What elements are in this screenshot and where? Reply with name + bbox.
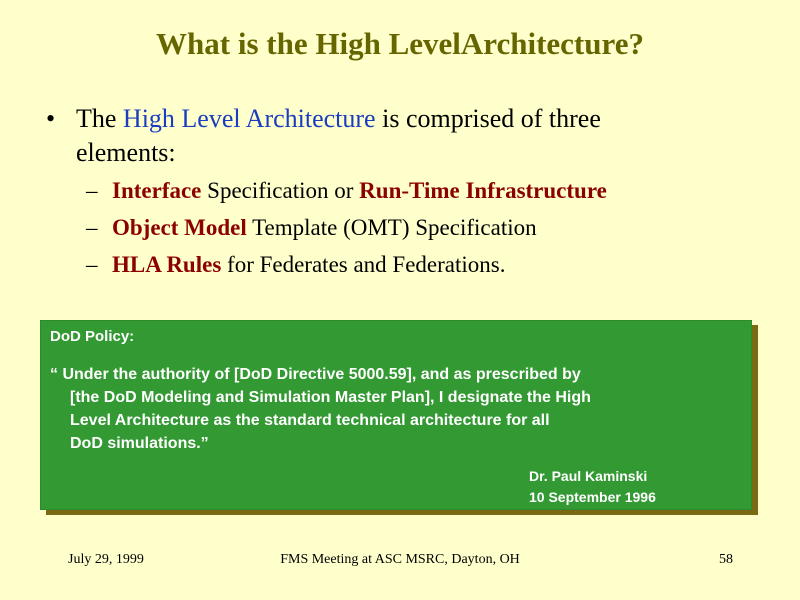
slide-title: What is the High LevelArchitecture? [156, 26, 644, 61]
list-item [86, 176, 766, 213]
page-number: 58 [719, 552, 733, 567]
signature-date: 10 September 1996 [529, 489, 656, 505]
sub-item-text: for Federates and Federations. [221, 252, 506, 277]
quote-line: DoD simulations.” [70, 435, 209, 452]
sub-item-bold: HLA Rules [112, 252, 222, 277]
list-item [86, 213, 766, 250]
main-bullet-text [76, 102, 766, 170]
signature-name: Dr. Paul Kaminski [529, 468, 648, 484]
bullet-prefix: The [76, 104, 123, 133]
dash-marker: – [86, 252, 98, 277]
sub-bullet-list [86, 176, 766, 287]
main-bullet [46, 102, 766, 170]
sub-item-bold-2: Run-Time Infrastructure [359, 178, 607, 203]
policy-label: DoD Policy: [50, 328, 135, 345]
footer-date: July 29, 1999 [68, 552, 144, 567]
policy-quote [50, 363, 740, 455]
sub-item-text: Template (OMT) Specification [246, 215, 537, 240]
sub-item-text: Specification or [201, 178, 360, 203]
footer-center: FMS Meeting at ASC MSRC, Dayton, OH [280, 552, 520, 567]
dash-marker: – [86, 215, 98, 240]
quote-line: [the DoD Modeling and Simulation Master Plan], I designate the High [70, 389, 591, 406]
bullet-suffix-line2: elements: [76, 138, 176, 167]
sub-item-bold: Interface [112, 178, 202, 203]
bullet-highlight: High Level Architecture [122, 104, 376, 133]
quote-line: Level Architecture as the standard technical architecture for all [70, 412, 550, 429]
policy-signature [529, 466, 656, 508]
dash-marker: – [86, 178, 98, 203]
bullet-dot: • [46, 104, 56, 133]
sub-item-bold: Object Model [112, 215, 247, 240]
quote-line: “ Under the authority of [DoD Directive 5000.59], and as prescribed by [50, 366, 581, 383]
dod-policy-box [40, 320, 752, 510]
list-item [86, 250, 766, 287]
bullet-suffix-line1: is comprised of three [375, 104, 601, 133]
